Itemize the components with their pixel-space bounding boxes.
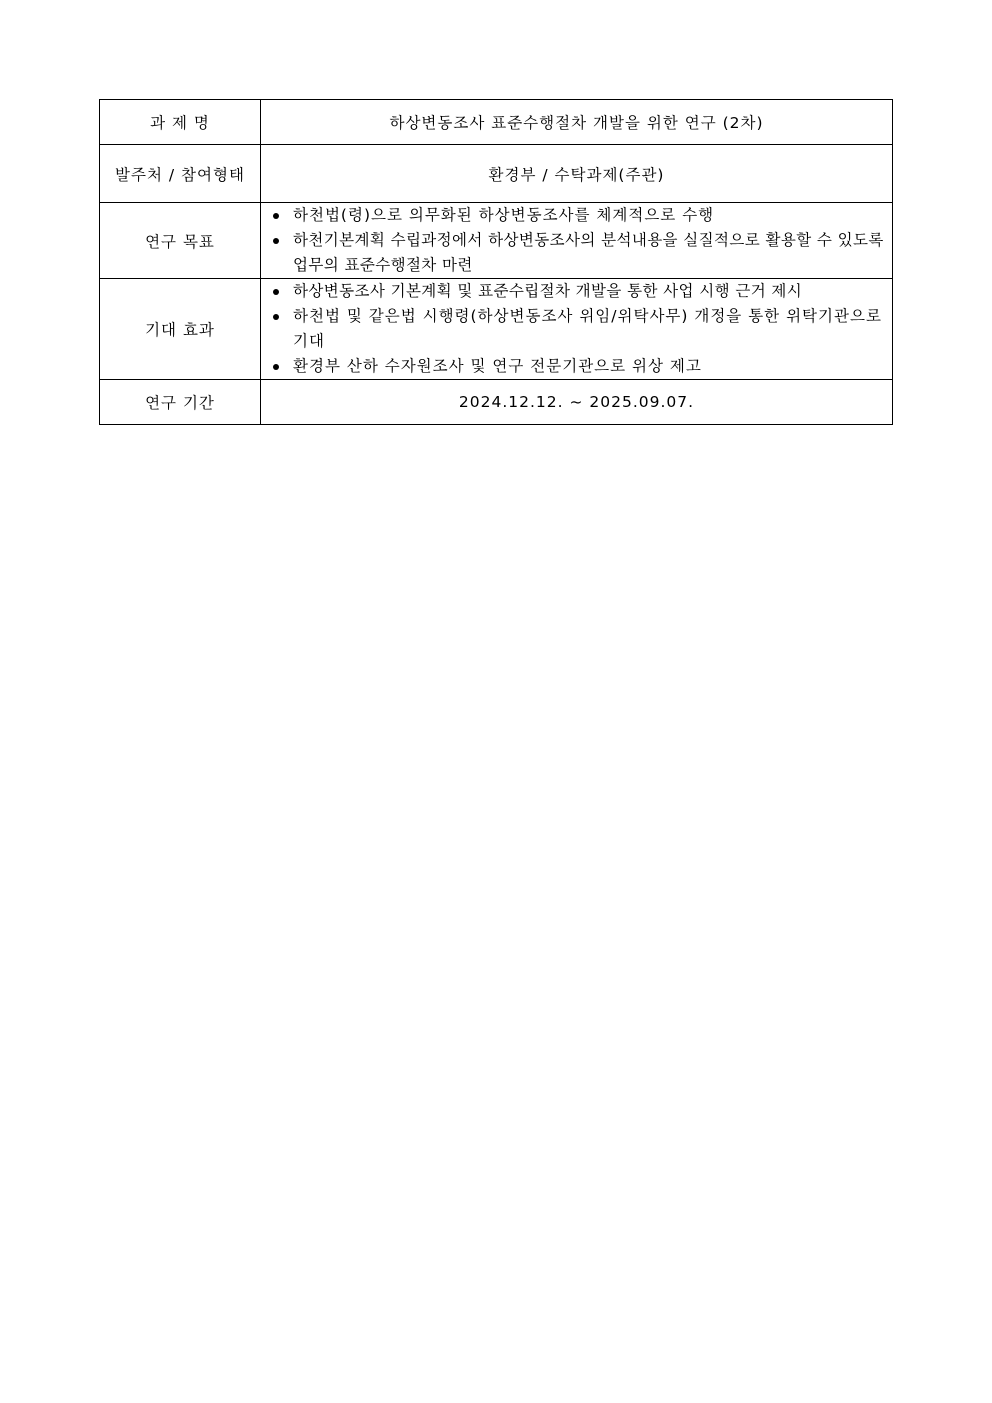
list-item: 하천기본계획 수립과정에서 하상변동조사의 분석내용을 실질적으로 활용할 수 있도록 업무의 표준수행절차 마련 (269, 228, 888, 278)
project-name-label: 과 제 명 (100, 100, 261, 145)
expected-effect-list (261, 279, 892, 379)
research-period-label: 연구 기간 (100, 380, 261, 425)
project-name-value: 하상변동조사 표준수행절차 개발을 위한 연구 (2차) (261, 100, 893, 145)
row-research-goal (100, 203, 893, 279)
expected-effect-label: 기대 효과 (100, 279, 261, 380)
row-research-period (100, 380, 893, 425)
client-label: 발주처 / 참여형태 (100, 145, 261, 203)
list-item: 환경부 산하 수자원조사 및 연구 전문기관으로 위상 제고 (269, 354, 888, 379)
research-goal-cell (261, 203, 893, 279)
row-project-name (100, 100, 893, 145)
list-item: 하천법(령)으로 의무화된 하상변동조사를 체계적으로 수행 (269, 203, 888, 228)
expected-effect-cell (261, 279, 893, 380)
research-goal-label: 연구 목표 (100, 203, 261, 279)
list-item: 하천법 및 같은법 시행령(하상변동조사 위임/위탁사무) 개정을 통한 위탁기관으로 기대 (269, 304, 888, 354)
row-client (100, 145, 893, 203)
row-expected-effect (100, 279, 893, 380)
list-item: 하상변동조사 기본계획 및 표준수립절차 개발을 통한 사업 시행 근거 제시 (269, 279, 888, 304)
client-value: 환경부 / 수탁과제(주관) (261, 145, 893, 203)
project-info-table (99, 99, 893, 425)
research-period-value: 2024.12.12. ~ 2025.09.07. (261, 380, 893, 425)
research-goal-list (261, 203, 892, 278)
